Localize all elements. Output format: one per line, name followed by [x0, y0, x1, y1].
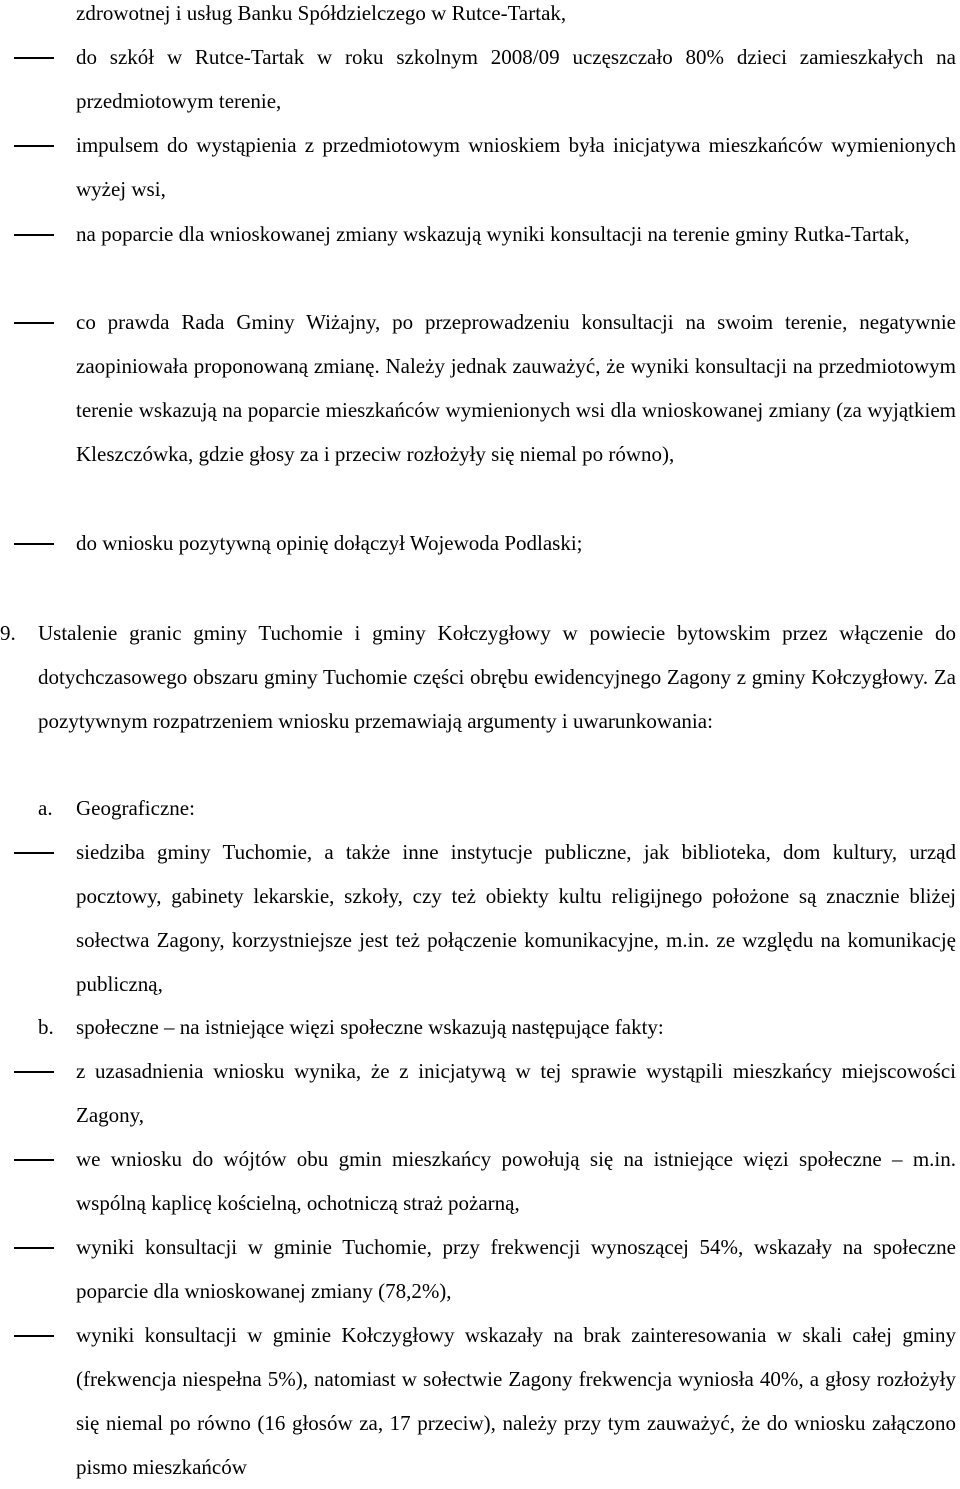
dash-marker [14, 1335, 54, 1337]
bullet-text: wyniki konsultacji w gminie Tuchomie, przy frekwencji wynoszącej 54%, wskazały na społeczne poparcie dla wnioskowanej zmiany (78,2%), [76, 1235, 956, 1303]
bullet-text: do wniosku pozytywną opinię dołączył Wojewoda Podlaski; [76, 531, 583, 555]
dash-marker [14, 852, 54, 854]
dash-marker [14, 57, 54, 59]
bullet-text: siedziba gminy Tuchomie, a także inne instytucje publiczne, jak biblioteka, dom kultury, urząd pocztowy, gabinety lekarskie, szkoły, czy też obiekty kultu religijnego położone są znacznie bliżej sołectwa Zagony, korzystniejsze jest też połączenie komunikacyjne, m.in. ze względu na komunikację publiczną, [76, 840, 956, 996]
dash-marker [14, 1071, 54, 1073]
bullet-text: na poparcie dla wnioskowanej zmiany wskazują wyniki konsultacji na terenie gminy Rutka-Tartak, [76, 222, 910, 246]
dash-marker [14, 322, 54, 324]
bullet-text: wyniki konsultacji w gminie Kołczygłowy wskazały na brak zainteresowania w skali całej gminy (frekwencja niespełna 5%), natomiast w sołectwie Zagony frekwencja wyniosła 40%, a głosy rozłożyły się niemal po równo (16 głosów za, 17 przeciw), należy przy tym zauważyć, że do wniosku załączono pismo mieszkańców [76, 1323, 956, 1479]
subsection-title: społeczne – na istniejące więzi społeczne wskazują następujące fakty: [76, 1015, 664, 1039]
dash-marker [14, 1159, 54, 1161]
section-9-text: Ustalenie granic gminy Tuchomie i gminy Kołczygłowy w powiecie bytowskim przez włączenie do dotychczasowego obszaru gminy Tuchomie części obrębu ewidencyjnego Zagony z gminy Kołczygłowy. Za pozytywnym rozpatrzeniem wniosku przemawiają argumenty i uwarunkowania: [38, 621, 956, 733]
bullet-text: do szkół w Rutce-Tartak w roku szkolnym 2008/09 uczęszczało 80% dzieci zamieszkałych na przedmiotowym terenie, [76, 45, 956, 113]
bullet-text: impulsem do wystąpienia z przedmiotowym wnioskiem była inicjatywa mieszkańców wymienionych wyżej wsi, [76, 133, 956, 201]
dash-marker [14, 1247, 54, 1249]
subsection-label: b. [38, 1015, 54, 1039]
bullet-text: we wniosku do wójtów obu gmin mieszkańcy powołują się na istniejące więzi społeczne – m.in. wspólną kaplicę kościelną, ochotniczą straż pożarną, [76, 1147, 956, 1215]
bullet-text: co prawda Rada Gminy Wiżajny, po przeprowadzeniu konsultacji na swoim terenie, negatywnie zaopiniowała proponowaną zmianę. Należy jednak zauważyć, że wyniki konsultacji na przedmiotowym terenie wskazują na poparcie mieszkańców wymienionych wsi dla wnioskowanej zmiany (za wyjątkiem Kleszczówka, gdzie głosy za i przeciw rozłożyły się niemal po równo), [76, 310, 956, 466]
bullet-text: z uzasadnienia wniosku wynika, że z inicjatywą w tej sprawie wystąpili mieszkańcy miejscowości Zagony, [76, 1059, 956, 1127]
dash-marker [14, 145, 54, 147]
continuation-line: zdrowotnej i usług Banku Spółdzielczego w Rutce-Tartak, [76, 1, 567, 25]
subsection-label: a. [38, 796, 53, 820]
dash-marker [14, 234, 54, 236]
subsection-title: Geograficzne: [76, 796, 195, 820]
section-number: 9. [0, 621, 16, 645]
dash-marker [14, 543, 54, 545]
